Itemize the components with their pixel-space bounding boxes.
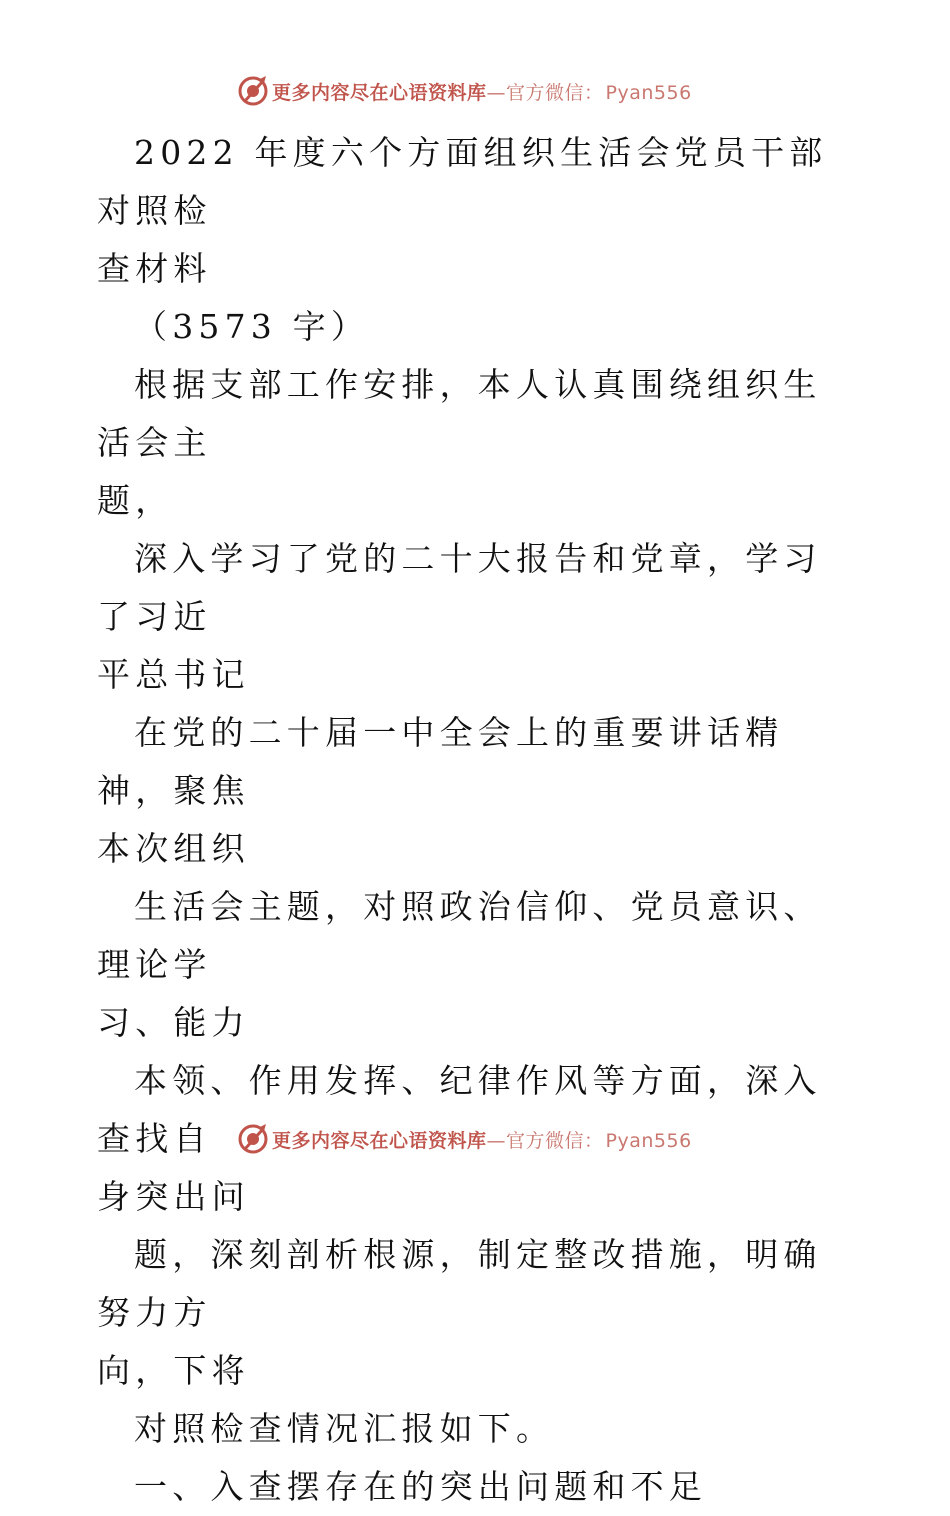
wechat-id: Pyan556 [605,1129,692,1152]
footer-watermark [236,1122,692,1156]
document-title: 2022 年度六个方面组织生活会党员干部对照检 查材料 [97,133,828,288]
pen-seal-icon [236,74,270,108]
wechat-id: Pyan556 [605,81,692,104]
document-body [97,124,857,1516]
paragraph-line: 根据支部工作安排，本人认真围绕组织生活会主 题， [97,365,822,520]
watermark-text: 更多内容尽在心语资料库—官方微信： Pyan556 [272,1129,692,1152]
paragraph-line: 本领、作用发挥、纪律作风等方面，深入查找自 身突出问 [97,1061,822,1216]
pen-seal-icon [236,1122,270,1156]
word-count: （3573 字） [134,307,370,346]
paragraph-line: 深入学习了党的二十大报告和党章，学习了习近 平总书记 [97,539,822,694]
watermark-text: 更多内容尽在心语资料库—官方微信： Pyan556 [272,81,692,104]
section-heading: 一、入查摆存在的突出问题和不足 [134,1467,707,1506]
header-watermark [236,74,692,108]
paragraph-line: 对照检查情况汇报如下。 [134,1409,555,1448]
paragraph-line: 题，深刻剖析根源，制定整改措施，明确努力方 向，下将 [97,1235,822,1390]
paragraph-line: 在党的二十届一中全会上的重要讲话精神，聚焦 本次组织 [97,713,784,868]
paragraph-line: 生活会主题，对照政治信仰、党员意识、理论学 习、能力 [97,887,822,1042]
